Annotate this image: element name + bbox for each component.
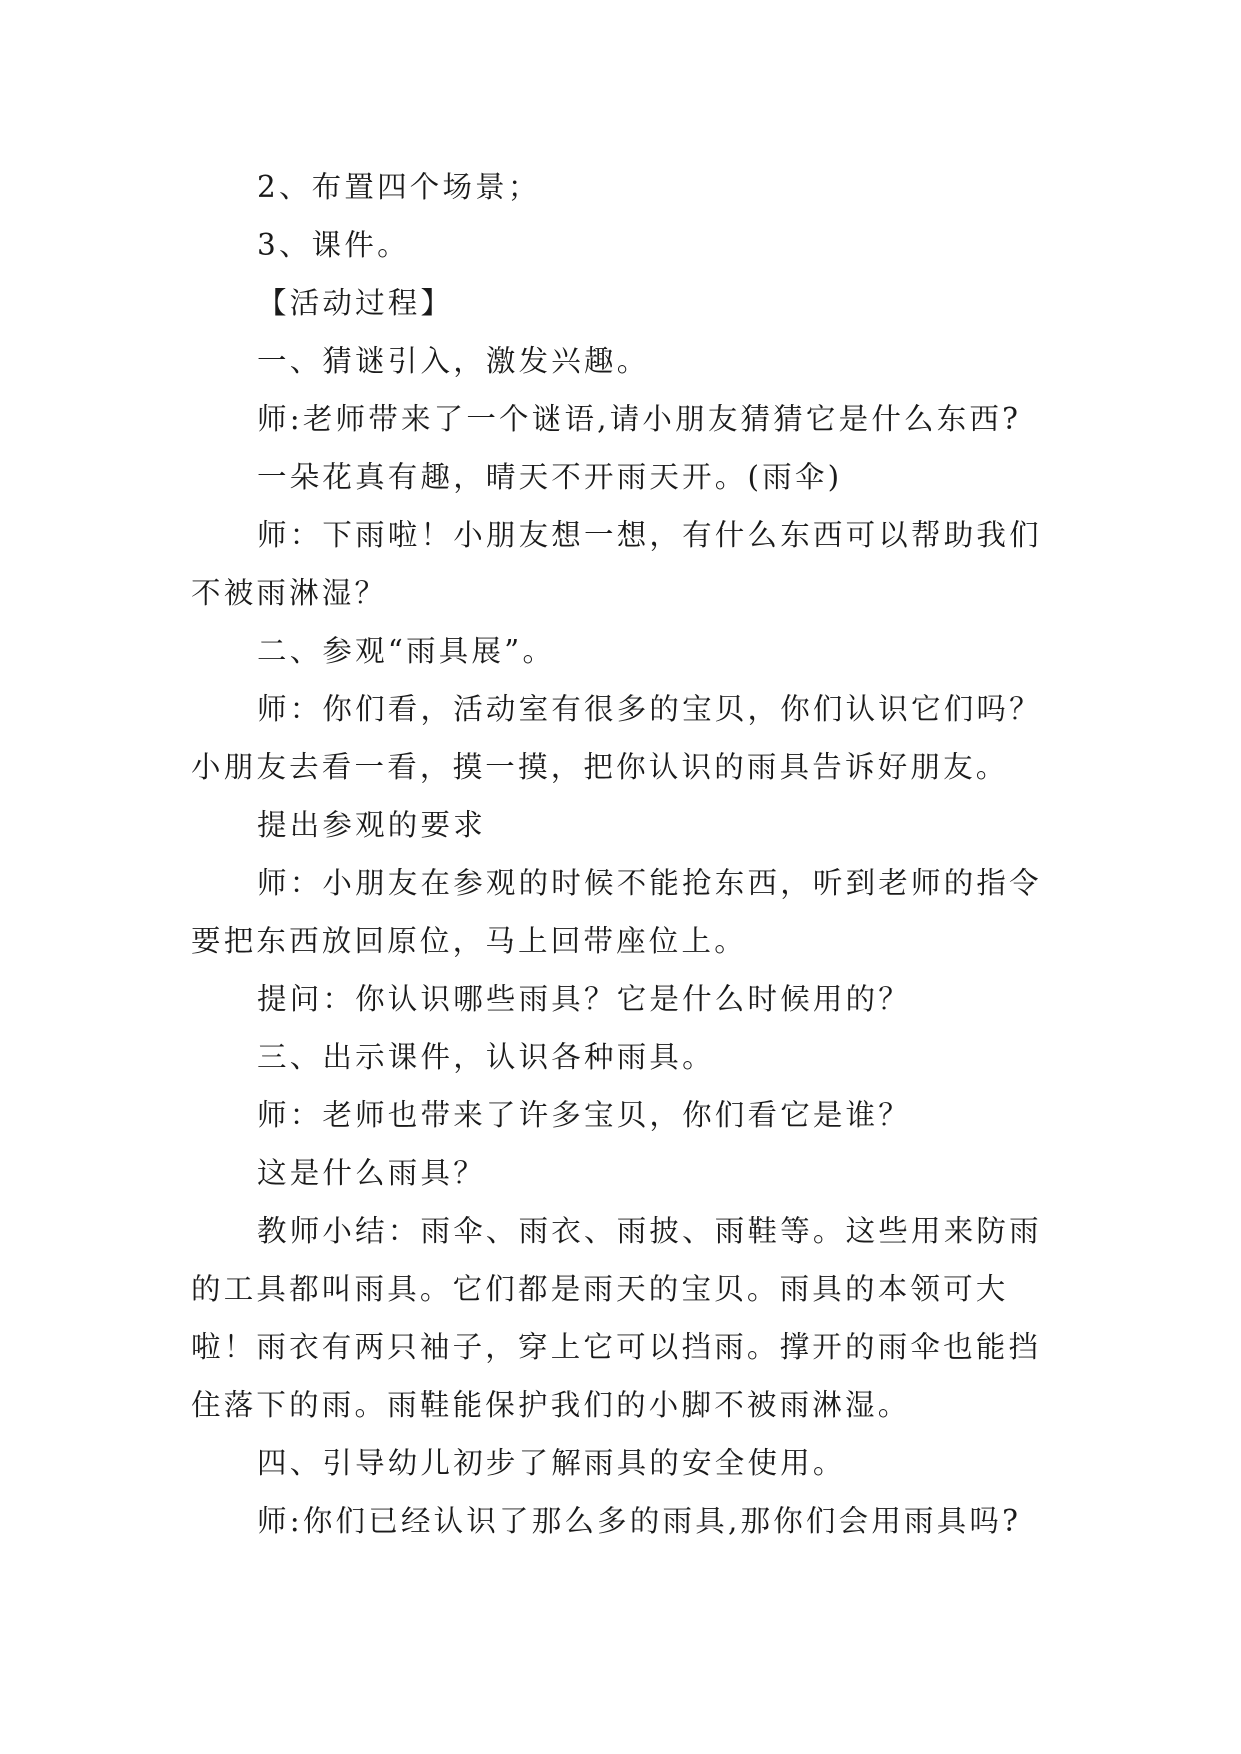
paragraph: 师：你们看，活动室有很多的宝贝，你们认识它们吗？小朋友去看一看，摸一摸，把你认识的雨具告诉好朋友。 (191, 692, 1042, 784)
paragraph: 师:你们已经认识了那么多的雨具,那你们会用雨具吗? (257, 1504, 1022, 1538)
paragraph: 师:老师带来了一个谜语,请小朋友猜猜它是什么东西? (257, 402, 1022, 436)
paragraph: 师：下雨啦！小朋友想一想，有什么东西可以帮助我们不被雨淋湿？ (191, 518, 1042, 610)
paragraph: 提问：你认识哪些雨具？它是什么时候用的？ (257, 982, 912, 1016)
paragraph: 这是什么雨具？ (257, 1156, 486, 1190)
paragraph: 2、布置四个场景； (257, 170, 541, 204)
document-body (191, 158, 1057, 1550)
paragraph: 师：小朋友在参观的时候不能抢东西，听到老师的指令要把东西放回原位，马上回带座位上。 (191, 866, 1042, 958)
paragraph: 师：老师也带来了许多宝贝，你们看它是谁？ (257, 1098, 912, 1132)
paragraph: 3、课件。 (257, 228, 410, 262)
section-heading: 一、猜谜引入，激发兴趣。 (257, 344, 650, 378)
paragraph: 教师小结：雨伞、雨衣、雨披、雨鞋等。这些用来防雨的工具都叫雨具。它们都是雨天的宝贝。雨具的本领可大啦！雨衣有两只袖子，穿上它可以挡雨。撑开的雨伞也能挡住落下的雨。雨鞋能保护我们的小脚不被雨淋湿。 (191, 1214, 1042, 1422)
section-heading: 四、引导幼儿初步了解雨具的安全使用。 (257, 1446, 846, 1480)
section-heading: 【活动过程】 (257, 286, 454, 320)
section-heading: 三、出示课件，认识各种雨具。 (257, 1040, 715, 1074)
section-heading: 二、参观“雨具展”。 (257, 634, 556, 668)
paragraph: 一朵花真有趣，晴天不开雨天开。(雨伞) (257, 460, 843, 494)
paragraph: 提出参观的要求 (257, 808, 486, 842)
